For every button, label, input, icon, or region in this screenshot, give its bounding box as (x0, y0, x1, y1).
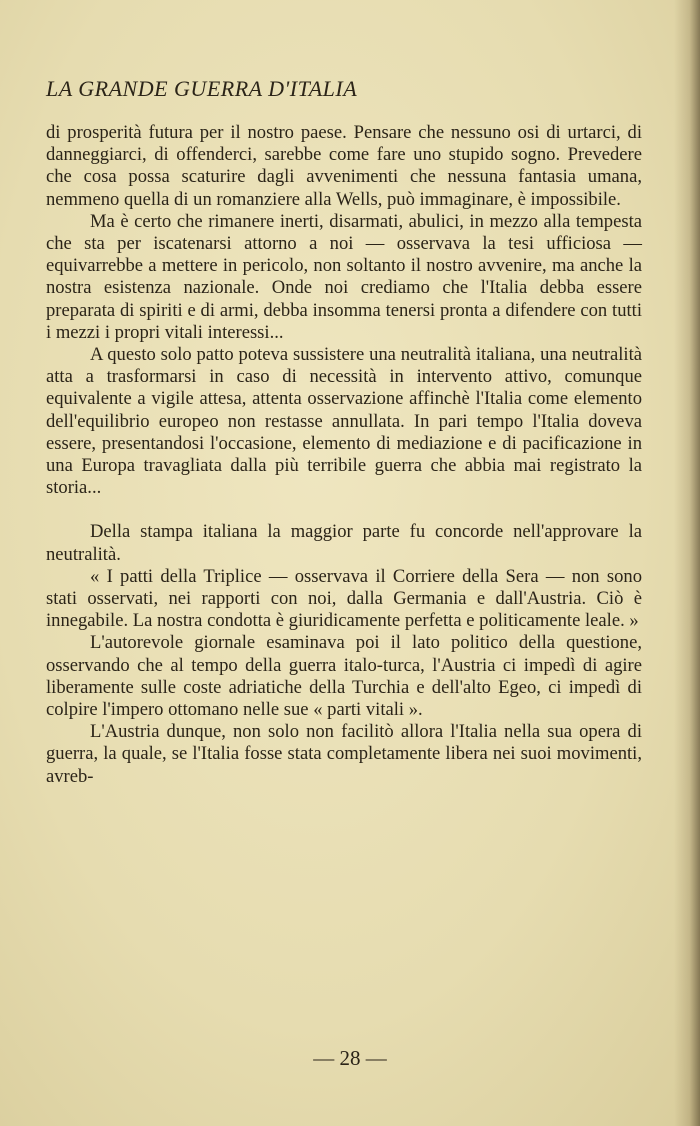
paragraph: L'Austria dunque, non solo non facilitò allora l'Italia nella sua opera di guerra, la quale, se l'Italia fosse stata completamente libera nei suoi movimenti, avreb- (46, 721, 642, 787)
paragraph: L'autorevole giornale esaminava poi il lato politico della questione, osservando che al tempo della guerra italo-turca, l'Austria ci impedì di agire liberamente sulle coste adriatiche della Turchia e dell'alto Egeo, ci impedì di colpire l'impero ottomano nelle sue « parti vitali ». (46, 632, 642, 721)
paragraph: Della stampa italiana la maggior parte fu concorde nell'approvare la neutralità. (46, 521, 642, 565)
body-text (46, 122, 642, 788)
running-header: LA GRANDE GUERRA D'ITALIA (46, 76, 358, 101)
page-number: — 28 — (313, 1046, 387, 1070)
paragraph: « I patti della Triplice — osservava il Corriere della Sera — non sono stati osservati, nei rapporti con noi, dalla Germania e dall'Austria. Ciò è innegabile. La nostra condotta è giuridicamente perfetta e politicamente leale. » (46, 565, 642, 632)
paragraph: di prosperità futura per il nostro paese. Pensare che nessuno osi di urtarci, di danneggiarci, di offenderci, sarebbe come fare uno stupido sogno. Prevedere che cosa possa scaturire dagli avvenimenti che nessuna fantasia umana, nemmeno quella di un romanziere alla Wells, può immaginare, è impossibile. (46, 122, 642, 210)
paragraph: Ma è certo che rimanere inerti, disarmati, abulici, in mezzo alla tempesta che sta per iscatenarsi attorno a noi — osservava la tesi ufficiosa — equivarrebbe a mettere in pericolo, non soltanto il nostro avvenire, ma anche la nostra esistenza nazionale. Onde noi crediamo che l'Italia debba essere preparata di spiriti e di armi, debba insomma tenersi pronta a difendere con tutti i mezzi i propri vitali interessi... (46, 210, 642, 343)
paragraph: A questo solo patto poteva sussistere una neutralità italiana, una neutralità atta a trasformarsi in caso di necessità in intervento attivo, comunque equivalente a vigile attesa, attenta osservazione affinchè l'Italia come elemento dell'equilibrio europeo non restasse annullata. In pari tempo l'Italia doveva essere, presentandosi l'occasione, elemento di mediazione e di pacificazione in una Europa travagliata dalla più terribile guerra che abbia mai registrato la storia... (46, 344, 642, 499)
page-edge-shadow (674, 0, 700, 1126)
